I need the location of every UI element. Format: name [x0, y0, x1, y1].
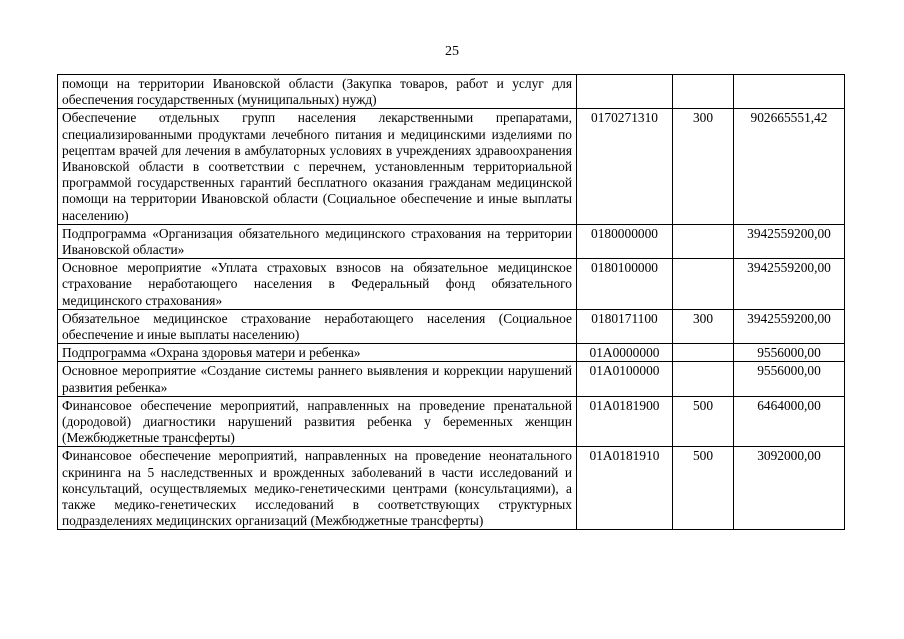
target-code-cell: 01А0000000	[577, 344, 673, 362]
expense-type-cell	[673, 344, 734, 362]
table-row	[58, 447, 845, 530]
amount-cell: 9556000,00	[734, 362, 845, 396]
expense-type-cell: 300	[673, 109, 734, 224]
expense-type-cell	[673, 224, 734, 258]
table-row	[58, 224, 845, 258]
target-code-cell: 0180171100	[577, 309, 673, 343]
item-name-cell: Обязательное медицинское страхование неработающего населения (Социальное обеспечение и иные выплаты населению)	[58, 309, 577, 343]
expense-type-cell: 500	[673, 447, 734, 530]
target-code-cell: 01А0100000	[577, 362, 673, 396]
table-row	[58, 259, 845, 310]
item-name-cell: Подпрограмма «Охрана здоровья матери и ребенка»	[58, 344, 577, 362]
page-number: 25	[445, 44, 459, 59]
table-row	[58, 309, 845, 343]
target-code-cell: 0180100000	[577, 259, 673, 310]
target-code-cell	[577, 75, 673, 109]
amount-cell: 9556000,00	[734, 344, 845, 362]
item-name-cell: Основное мероприятие «Уплата страховых взносов на обязательное медицинское страхование неработающего населения в Федеральный фонд обязательного медицинского страхования»	[58, 259, 577, 310]
amount-cell: 3092000,00	[734, 447, 845, 530]
expense-type-cell	[673, 259, 734, 310]
budget-table	[57, 74, 845, 530]
target-code-cell: 01А0181910	[577, 447, 673, 530]
target-code-cell: 01А0181900	[577, 396, 673, 447]
table-row	[58, 75, 845, 109]
amount-cell: 902665551,42	[734, 109, 845, 224]
amount-cell: 3942559200,00	[734, 224, 845, 258]
amount-cell: 3942559200,00	[734, 309, 845, 343]
item-name-cell: Финансовое обеспечение мероприятий, направленных на проведение неонатального скрининга на 5 наследственных и врожденных заболеваний в части исследований и консультаций, осуществляемых медико-генетическими центрами (консультациями), а также медико-генетических исследований в соответствующих структурных подразделениях медицинских организаций (Межбюджетные трансферты)	[58, 447, 577, 530]
expense-type-cell: 300	[673, 309, 734, 343]
item-name-cell: Подпрограмма «Организация обязательного медицинского страхования на территории Ивановской области»	[58, 224, 577, 258]
amount-cell: 3942559200,00	[734, 259, 845, 310]
item-name-cell: Основное мероприятие «Создание системы раннего выявления и коррекции нарушений развития ребенка»	[58, 362, 577, 396]
target-code-cell: 0170271310	[577, 109, 673, 224]
expense-type-cell	[673, 75, 734, 109]
expense-type-cell: 500	[673, 396, 734, 447]
amount-cell: 6464000,00	[734, 396, 845, 447]
expense-type-cell	[673, 362, 734, 396]
table-row	[58, 109, 845, 224]
target-code-cell: 0180000000	[577, 224, 673, 258]
amount-cell	[734, 75, 845, 109]
item-name-cell: Обеспечение отдельных групп населения лекарственными препаратами, специализированными продуктами лечебного питания и медицинскими изделиями по рецептам врачей для лечения в амбулаторных условиях в учреждениях здравоохранения Ивановской области в соответствии с перечнем, установленным территориальной программой государственных гарантий бесплатного оказания гражданам медицинской помощи на территории Ивановской области (Социальное обеспечение и иные выплаты населению)	[58, 109, 577, 224]
item-name-cell: Финансовое обеспечение мероприятий, направленных на проведение пренатальной (дородовой) диагностики нарушений развития ребенка у беременных женщин (Межбюджетные трансферты)	[58, 396, 577, 447]
table-row	[58, 344, 845, 362]
item-name-cell: помощи на территории Ивановской области (Закупка товаров, работ и услуг для обеспечения государственных (муниципальных) нужд)	[58, 75, 577, 109]
table-row	[58, 362, 845, 396]
table-row	[58, 396, 845, 447]
